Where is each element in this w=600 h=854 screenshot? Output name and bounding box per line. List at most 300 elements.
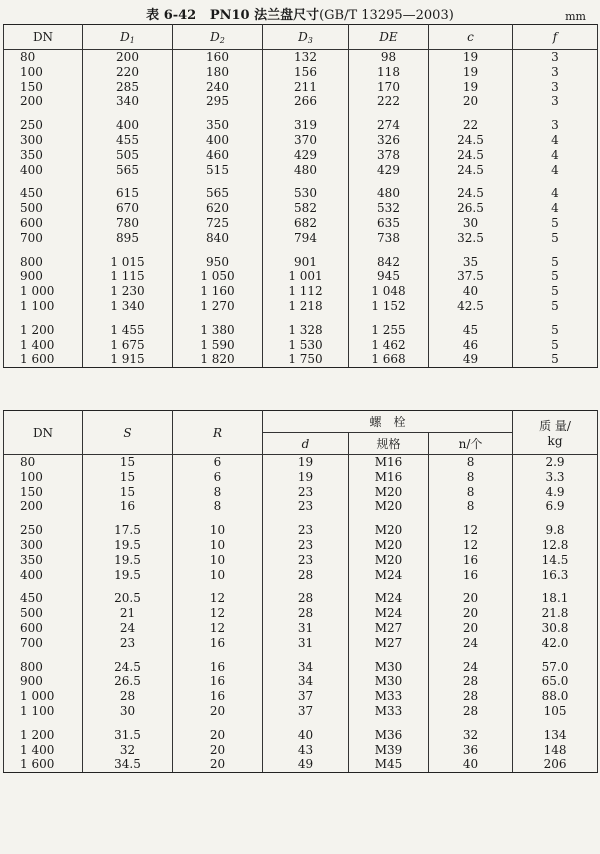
spacer-cell	[349, 582, 429, 591]
table-cell: 98	[349, 50, 429, 65]
table-cell: 21	[83, 606, 173, 621]
table-cell: 15	[83, 470, 173, 485]
table-cell: 250	[4, 523, 83, 538]
spacer-cell	[349, 109, 429, 118]
spacer-cell	[83, 109, 173, 118]
table-row	[4, 636, 598, 651]
table-cell: 620	[173, 201, 263, 216]
table-name: PN10 法兰盘尺寸	[209, 8, 320, 23]
table-cell: 565	[83, 163, 173, 178]
table-cell: M16	[349, 455, 429, 470]
table-cell: 28	[263, 568, 349, 583]
table-cell: 134	[513, 728, 598, 743]
table-cell: 15	[83, 485, 173, 500]
table-cell: 26.5	[83, 674, 173, 689]
table-row	[4, 470, 598, 485]
table-cell: 3.3	[513, 470, 598, 485]
table-cell: 5	[513, 299, 598, 314]
col-bolt-n: n/个	[429, 433, 513, 455]
spacer-cell	[4, 314, 83, 323]
table-cell: 4	[513, 186, 598, 201]
table-cell: 16	[173, 674, 263, 689]
table-cell: 23	[263, 485, 349, 500]
table-cell: M20	[349, 538, 429, 553]
spacer-cell	[263, 246, 349, 255]
table-cell: 24.5	[83, 660, 173, 675]
table-cell: 300	[4, 133, 83, 148]
table-cell: 16	[173, 636, 263, 651]
table-cell: 500	[4, 606, 83, 621]
spacer-cell	[513, 582, 598, 591]
table-cell: 35	[429, 255, 513, 270]
table-cell: 800	[4, 660, 83, 675]
table-cell: 530	[263, 186, 349, 201]
table-cell: 200	[4, 499, 83, 514]
table-cell: 480	[263, 163, 349, 178]
table-cell: 31	[263, 621, 349, 636]
spacer-cell	[349, 246, 429, 255]
table-row	[4, 269, 598, 284]
table-row	[4, 743, 598, 758]
table-cell: 200	[4, 94, 83, 109]
table-cell: 378	[349, 148, 429, 163]
col-r: R	[173, 411, 263, 455]
spacer-cell	[173, 719, 263, 728]
table-row	[4, 660, 598, 675]
table-row	[4, 148, 598, 163]
table-row	[4, 553, 598, 568]
table-cell: M30	[349, 660, 429, 675]
table-cell: 8	[429, 499, 513, 514]
table-cell: 460	[173, 148, 263, 163]
table-row	[4, 201, 598, 216]
table-cell: 429	[349, 163, 429, 178]
table-cell: 295	[173, 94, 263, 109]
table-cell: 1 100	[4, 704, 83, 719]
table-cell: 800	[4, 255, 83, 270]
table-cell: 19.5	[83, 553, 173, 568]
table-cell: 1 380	[173, 323, 263, 338]
col-d2: $D_2$	[173, 25, 263, 50]
table-cell: 20	[173, 728, 263, 743]
table-cell: 34.5	[83, 757, 173, 772]
spacer-cell	[83, 314, 173, 323]
flange-dimensions-table	[3, 24, 598, 368]
table-cell: M24	[349, 591, 429, 606]
spacer-cell	[263, 514, 349, 523]
table-row	[4, 299, 598, 314]
spacer-cell	[513, 177, 598, 186]
table-cell: 20.5	[83, 591, 173, 606]
table-cell: 900	[4, 269, 83, 284]
table-cell: 400	[173, 133, 263, 148]
col-bolt-spec: 规格	[349, 433, 429, 455]
table-cell: 1 160	[173, 284, 263, 299]
table-cell: 1 230	[83, 284, 173, 299]
table-cell: 100	[4, 470, 83, 485]
table-cell: 1 115	[83, 269, 173, 284]
table-cell: 1 000	[4, 284, 83, 299]
table-cell: 429	[263, 148, 349, 163]
spacer-cell	[173, 314, 263, 323]
table-row	[4, 674, 598, 689]
table-cell: 34	[263, 660, 349, 675]
table-cell: 1 915	[83, 352, 173, 367]
col-dn: DN	[4, 411, 83, 455]
table-cell: 1 000	[4, 689, 83, 704]
spacer-cell	[173, 651, 263, 660]
table-cell: 1 270	[173, 299, 263, 314]
spacer-cell	[263, 109, 349, 118]
table-cell: 40	[263, 728, 349, 743]
table-cell: 340	[83, 94, 173, 109]
group-spacer	[4, 582, 598, 591]
table-cell: 2.9	[513, 455, 598, 470]
spacer-cell	[513, 719, 598, 728]
table-cell: 780	[83, 216, 173, 231]
table-cell: 8	[429, 470, 513, 485]
table-cell: 34	[263, 674, 349, 689]
table-row	[4, 118, 598, 133]
table-cell: 515	[173, 163, 263, 178]
spacer-cell	[83, 651, 173, 660]
table-cell: 24.5	[429, 148, 513, 163]
table-cell: 842	[349, 255, 429, 270]
col-s: S	[83, 411, 173, 455]
table-cell: 635	[349, 216, 429, 231]
table-cell: 3	[513, 50, 598, 65]
table-row	[4, 485, 598, 500]
table-cell: 1 001	[263, 269, 349, 284]
table-cell: 4.9	[513, 485, 598, 500]
spacer-cell	[429, 109, 513, 118]
col-bolt-group: 螺 栓	[263, 411, 513, 433]
table-cell: 206	[513, 757, 598, 772]
table-cell: 3	[513, 80, 598, 95]
table-row	[4, 455, 598, 470]
table-cell: 4	[513, 133, 598, 148]
table-cell: 1 590	[173, 338, 263, 353]
table-cell: 326	[349, 133, 429, 148]
table-cell: 42.0	[513, 636, 598, 651]
table-cell: 19	[429, 50, 513, 65]
spacer-cell	[173, 177, 263, 186]
table-cell: M24	[349, 568, 429, 583]
spacer-cell	[4, 719, 83, 728]
table-cell: 30.8	[513, 621, 598, 636]
table-cell: 170	[349, 80, 429, 95]
table-cell: M20	[349, 553, 429, 568]
table-cell: 9.8	[513, 523, 598, 538]
table-cell: 5	[513, 269, 598, 284]
table-cell: 40	[429, 757, 513, 772]
spacer-cell	[263, 651, 349, 660]
table-cell: 274	[349, 118, 429, 133]
table-cell: 16	[173, 660, 263, 675]
spacer-cell	[83, 582, 173, 591]
table-cell: 350	[4, 148, 83, 163]
table-cell: 23	[263, 523, 349, 538]
table-cell: 19.5	[83, 568, 173, 583]
table-row	[4, 568, 598, 583]
table-cell: M20	[349, 523, 429, 538]
col-d1: $D_1$	[83, 25, 173, 50]
table-cell: M27	[349, 636, 429, 651]
table-cell: 16	[83, 499, 173, 514]
table-cell: 1 340	[83, 299, 173, 314]
col-mass: 质 量/ kg	[513, 411, 598, 455]
table-cell: 1 530	[263, 338, 349, 353]
table-cell: 88.0	[513, 689, 598, 704]
table-cell: 42.5	[429, 299, 513, 314]
col-dn: DN	[4, 25, 83, 50]
spacer-cell	[513, 514, 598, 523]
spacer-cell	[513, 651, 598, 660]
spacer-cell	[349, 514, 429, 523]
table-cell: 100	[4, 65, 83, 80]
table-cell: M39	[349, 743, 429, 758]
table-cell: M45	[349, 757, 429, 772]
spacer-cell	[173, 582, 263, 591]
table-cell: 200	[83, 50, 173, 65]
spacer-cell	[429, 651, 513, 660]
table-cell: 160	[173, 50, 263, 65]
spacer-cell	[173, 514, 263, 523]
table-cell: 28	[263, 606, 349, 621]
table-cell: 46	[429, 338, 513, 353]
table-cell: 12.8	[513, 538, 598, 553]
table-cell: 28	[83, 689, 173, 704]
table-cell: 1 600	[4, 352, 83, 367]
table-cell: 1 668	[349, 352, 429, 367]
table-cell: 132	[263, 50, 349, 65]
table-cell: 156	[263, 65, 349, 80]
table-cell: 350	[4, 553, 83, 568]
table-cell: 148	[513, 743, 598, 758]
table-cell: 450	[4, 591, 83, 606]
spacer-cell	[429, 177, 513, 186]
table-cell: 16	[429, 553, 513, 568]
table-cell: 266	[263, 94, 349, 109]
table-cell: 738	[349, 231, 429, 246]
table-cell: 45	[429, 323, 513, 338]
table-cell: 20	[429, 621, 513, 636]
group-spacer	[4, 719, 598, 728]
table-cell: 32	[83, 743, 173, 758]
header-row	[4, 25, 598, 50]
table-cell: 400	[83, 118, 173, 133]
table-cell: 950	[173, 255, 263, 270]
table-cell: 1 100	[4, 299, 83, 314]
table-cell: 5	[513, 338, 598, 353]
table-row	[4, 621, 598, 636]
table-row	[4, 94, 598, 109]
col-c: c	[429, 25, 513, 50]
table-cell: 1 750	[263, 352, 349, 367]
table-cell: M33	[349, 704, 429, 719]
table-cell: 10	[173, 568, 263, 583]
table-title	[0, 4, 600, 24]
table-cell: 1 455	[83, 323, 173, 338]
spacer-cell	[429, 314, 513, 323]
col-bolt-d: d	[263, 433, 349, 455]
table-cell: M27	[349, 621, 429, 636]
table1-body	[4, 50, 598, 368]
spacer-cell	[513, 246, 598, 255]
table-cell: M36	[349, 728, 429, 743]
table-cell: 895	[83, 231, 173, 246]
table-cell: 1 200	[4, 728, 83, 743]
spacer-cell	[349, 719, 429, 728]
table-cell: 505	[83, 148, 173, 163]
table-row	[4, 728, 598, 743]
table-cell: 532	[349, 201, 429, 216]
table-cell: 582	[263, 201, 349, 216]
table-cell: 23	[263, 538, 349, 553]
table-cell: 10	[173, 553, 263, 568]
table-cell: 23	[83, 636, 173, 651]
table-cell: 1 112	[263, 284, 349, 299]
table-cell: 36	[429, 743, 513, 758]
table-cell: 19	[263, 470, 349, 485]
table-cell: 43	[263, 743, 349, 758]
table-cell: 725	[173, 216, 263, 231]
table-cell: 4	[513, 148, 598, 163]
table-cell: 16	[173, 689, 263, 704]
table-cell: 150	[4, 80, 83, 95]
table-cell: 5	[513, 323, 598, 338]
table-cell: 1 820	[173, 352, 263, 367]
table-cell: 1 218	[263, 299, 349, 314]
group-spacer	[4, 246, 598, 255]
group-spacer	[4, 651, 598, 660]
table-cell: 5	[513, 255, 598, 270]
table-cell: 350	[173, 118, 263, 133]
table-cell: 80	[4, 50, 83, 65]
table-cell: 1 462	[349, 338, 429, 353]
table-cell: 20	[173, 704, 263, 719]
table-cell: 240	[173, 80, 263, 95]
unit-label: mm	[565, 10, 586, 23]
spacer-cell	[4, 651, 83, 660]
flange-bolts-mass-table	[3, 410, 598, 773]
table-cell: 682	[263, 216, 349, 231]
table-cell: 700	[4, 231, 83, 246]
table-cell: 16.3	[513, 568, 598, 583]
table-cell: 300	[4, 538, 83, 553]
table-cell: 20	[429, 591, 513, 606]
table-cell: 1 675	[83, 338, 173, 353]
spacer-cell	[4, 109, 83, 118]
table-cell: 8	[429, 455, 513, 470]
table-cell: 12	[173, 606, 263, 621]
table-cell: 37	[263, 689, 349, 704]
table-cell: 901	[263, 255, 349, 270]
table-row	[4, 704, 598, 719]
group-spacer	[4, 109, 598, 118]
spacer-cell	[263, 582, 349, 591]
spacer-cell	[83, 177, 173, 186]
header-row-1	[4, 411, 598, 433]
table-cell: 400	[4, 568, 83, 583]
table-cell: 37.5	[429, 269, 513, 284]
table-cell: 1 152	[349, 299, 429, 314]
table-row	[4, 352, 598, 367]
table-cell: M24	[349, 606, 429, 621]
table-cell: 600	[4, 621, 83, 636]
table-cell: 118	[349, 65, 429, 80]
table-cell: 24	[83, 621, 173, 636]
table-cell: 600	[4, 216, 83, 231]
table-cell: 49	[263, 757, 349, 772]
table-cell: 5	[513, 216, 598, 231]
spacer-cell	[349, 314, 429, 323]
table-cell: 65.0	[513, 674, 598, 689]
table-cell: 10	[173, 523, 263, 538]
table-cell: 1 255	[349, 323, 429, 338]
table-row	[4, 284, 598, 299]
table2-body	[4, 455, 598, 773]
table-cell: 31	[263, 636, 349, 651]
table-row	[4, 50, 598, 65]
spacer-cell	[4, 582, 83, 591]
spacer-cell	[429, 246, 513, 255]
table-cell: 24	[429, 636, 513, 651]
spacer-cell	[83, 719, 173, 728]
table-cell: 700	[4, 636, 83, 651]
table-standard: (GB/T 13295—2003)	[319, 8, 454, 23]
table-cell: 6	[173, 470, 263, 485]
table-cell: 20	[173, 757, 263, 772]
spacer-cell	[513, 109, 598, 118]
table-cell: 285	[83, 80, 173, 95]
table-cell: 21.8	[513, 606, 598, 621]
table-row	[4, 80, 598, 95]
table-cell: 4	[513, 201, 598, 216]
table-cell: 19	[263, 455, 349, 470]
table-cell: 37	[263, 704, 349, 719]
table-cell: 26.5	[429, 201, 513, 216]
table-cell: 32	[429, 728, 513, 743]
table-cell: 1 050	[173, 269, 263, 284]
col-f: f	[513, 25, 598, 50]
table-row	[4, 323, 598, 338]
table-cell: 10	[173, 538, 263, 553]
table-cell: 794	[263, 231, 349, 246]
group-spacer	[4, 514, 598, 523]
spacer-cell	[83, 514, 173, 523]
table-cell: 211	[263, 80, 349, 95]
table-cell: 23	[263, 553, 349, 568]
group-spacer	[4, 314, 598, 323]
table-row	[4, 606, 598, 621]
table-row	[4, 523, 598, 538]
table-row	[4, 133, 598, 148]
table-cell: M16	[349, 470, 429, 485]
table-cell: 12	[173, 621, 263, 636]
table-cell: 565	[173, 186, 263, 201]
spacer-cell	[513, 314, 598, 323]
table-cell: 30	[83, 704, 173, 719]
table-cell: 19	[429, 65, 513, 80]
table-row	[4, 338, 598, 353]
table-row	[4, 65, 598, 80]
table-cell: 23	[263, 499, 349, 514]
table-cell: 670	[83, 201, 173, 216]
table-cell: 24.5	[429, 133, 513, 148]
spacer-cell	[173, 109, 263, 118]
table-cell: 24.5	[429, 163, 513, 178]
